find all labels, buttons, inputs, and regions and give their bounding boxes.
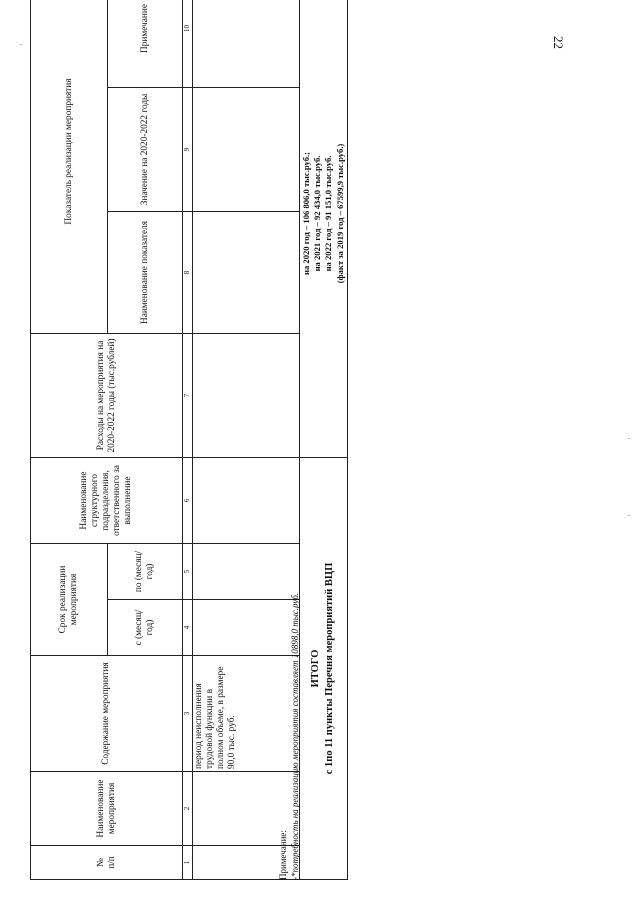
- totals-title: ИТОГО: [310, 649, 322, 688]
- row-content: период неисполнения трудовой функции в полном объеме, в размере 90,0 тыс. руб.: [193, 656, 300, 772]
- totals-line: на 2020 год – 106 806,0 тыс.руб.;: [301, 151, 311, 275]
- column-numbers-row: [183, 0, 193, 880]
- header-note: Примечание: [108, 0, 183, 87]
- header-term-from: с (месяц/ год): [108, 600, 183, 656]
- column-number: 10: [183, 0, 193, 87]
- column-number: 8: [183, 211, 193, 333]
- header-content: Содержание мероприятия: [31, 656, 183, 772]
- totals-subtitle: с 1по 11 пункты Перечня мероприятий ВЦП: [324, 562, 336, 775]
- totals-title-cell: [300, 457, 348, 879]
- header-term-to: по (месяц/ год): [108, 543, 183, 599]
- header-indicator-name: Наименование показателя: [108, 211, 183, 333]
- header-unit: Наименование структурного подразделения, ответственного за выполнение: [31, 457, 183, 543]
- column-number: 2: [183, 772, 193, 846]
- header-term-group: Срок реализации мероприятия: [31, 543, 108, 655]
- header-indicator-group: Показатель реализации мероприятия: [31, 0, 108, 333]
- column-number: 4: [183, 600, 193, 656]
- header-indicator-value: Значение на 2020-2022 годы: [108, 87, 183, 211]
- totals-line: на 2022 год – 91 151,0 тыс.руб.: [323, 155, 334, 272]
- column-number: 7: [183, 333, 193, 457]
- totals-line: на 2021 год – 92 434,0 тыс.руб.: [312, 155, 323, 272]
- column-number: 6: [183, 457, 193, 543]
- rotated-page: [30, 3, 345, 880]
- header-expenses: Расходы на мероприятия на 2020-2022 годы (тыс.рублей): [31, 333, 183, 457]
- column-number: 5: [183, 543, 193, 599]
- header-name: Наименование мероприятия: [31, 772, 183, 846]
- footnote-label: Примечание:: [278, 830, 288, 880]
- totals-line: (факт за 2019 год – 67599,9 тыс.руб.): [334, 143, 345, 284]
- scan-speck: [628, 515, 630, 516]
- column-number: 1: [183, 846, 193, 880]
- totals-sums-cell: [300, 0, 348, 457]
- scan-speck: [20, 44, 22, 45]
- column-number: 3: [183, 656, 193, 772]
- scan-speck: [628, 438, 630, 439]
- header-num: № п/п: [31, 846, 183, 880]
- footnote: [278, 18, 301, 880]
- page-number: 22: [551, 36, 566, 49]
- totals-row: [300, 0, 348, 880]
- column-number: 9: [183, 87, 193, 211]
- header-row-1: [31, 0, 108, 880]
- footnote-text: -*потребность на реализацию мероприятия составляет 10898,0 тыс.руб.: [289, 592, 300, 880]
